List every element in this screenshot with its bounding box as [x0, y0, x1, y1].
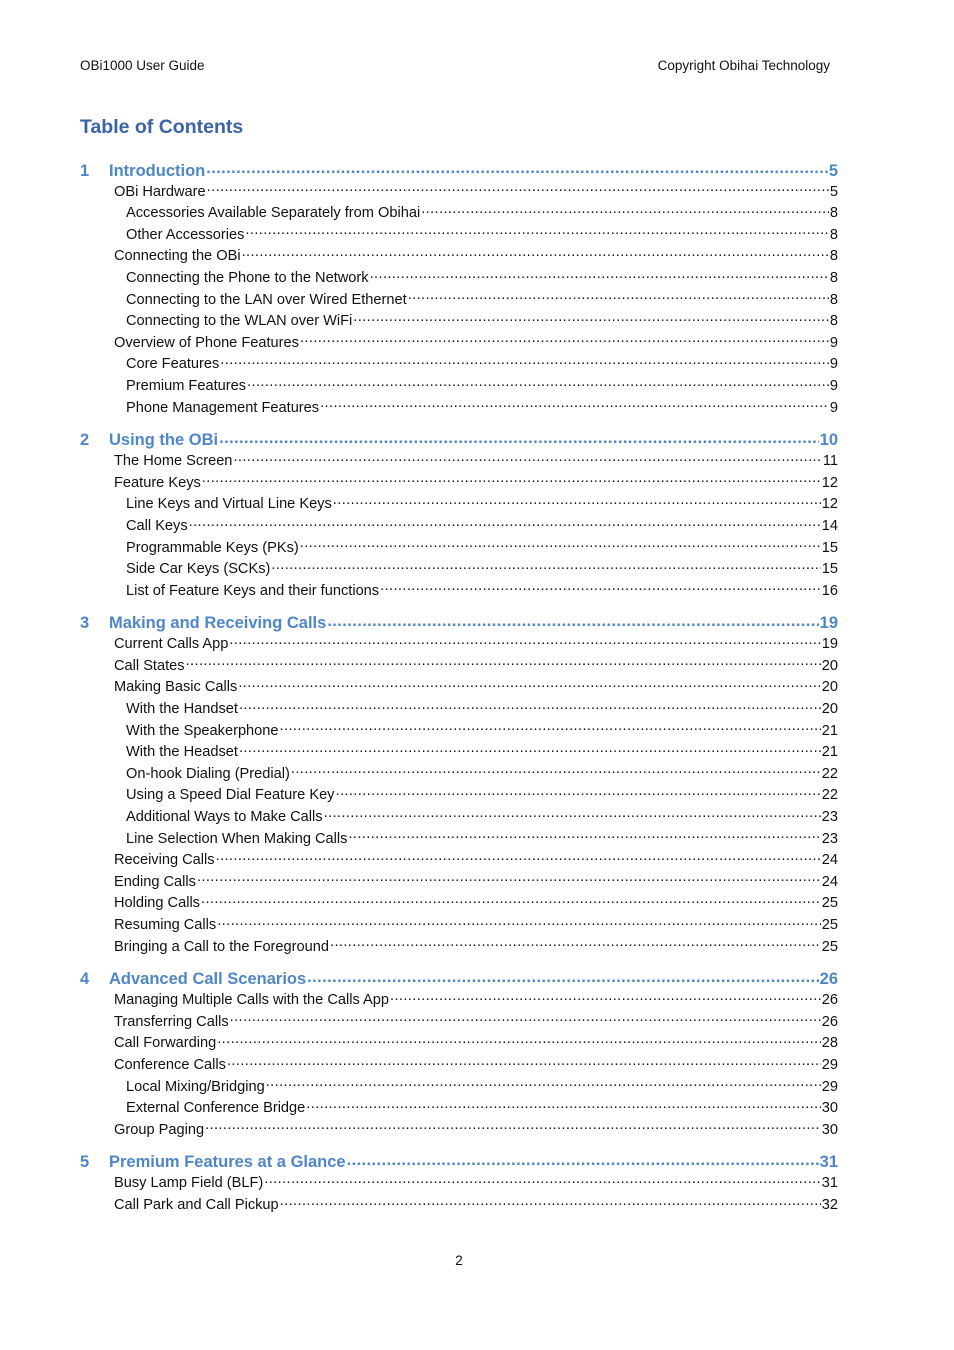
chapter-number: 2: [80, 431, 90, 450]
toc-entry[interactable]: [80, 515, 838, 537]
toc-entry-label: Holding Calls: [114, 895, 200, 912]
toc-entry[interactable]: [80, 677, 838, 699]
toc-entry[interactable]: [80, 893, 838, 915]
toc-entry[interactable]: [80, 1076, 838, 1098]
toc-entry[interactable]: [80, 634, 838, 656]
toc-page-number: 23: [821, 809, 838, 826]
toc-entry-label: Feature Keys: [114, 474, 201, 491]
toc-entry[interactable]: [80, 914, 838, 936]
toc-entry-label: Line Selection When Making Calls: [126, 830, 348, 847]
toc-page-number: 10: [819, 431, 838, 450]
toc-entry-label: Using a Speed Dial Feature Key: [126, 787, 335, 804]
toc-page-number: 19: [819, 614, 838, 633]
toc-entry-label: Call States: [114, 657, 185, 674]
dot-leader: [408, 289, 829, 304]
toc-page-number: 15: [821, 539, 838, 556]
dot-leader: [238, 677, 820, 692]
dot-leader: [291, 763, 821, 778]
toc-page-number: 9: [829, 399, 838, 416]
toc-page-number: 5: [829, 183, 838, 200]
dot-leader: [230, 1011, 821, 1026]
toc-page-number: 21: [821, 722, 838, 739]
toc-page-number: 30: [821, 1121, 838, 1138]
toc-entry[interactable]: [80, 720, 838, 742]
toc-entry-label: Advanced Call Scenarios: [109, 970, 307, 989]
toc-page-number: 22: [821, 787, 838, 804]
toc-chapter-entry[interactable]: [80, 968, 838, 990]
toc-chapter-entry[interactable]: [80, 1151, 838, 1173]
toc-entry-label: Connecting to the WLAN over WiFi: [126, 313, 353, 330]
dot-leader: [266, 1076, 821, 1091]
table-of-contents: [80, 159, 838, 1216]
toc-entry-label: Local Mixing/Bridging: [126, 1078, 265, 1095]
toc-entry[interactable]: [80, 397, 838, 419]
toc-page-number: 25: [821, 895, 838, 912]
toc-entry[interactable]: [80, 580, 838, 602]
toc-entry[interactable]: [80, 828, 838, 850]
toc-entry-label: Premium Features at a Glance: [109, 1153, 346, 1172]
toc-page-number: 24: [821, 852, 838, 869]
toc-page-number: 8: [829, 205, 838, 222]
dot-leader: [233, 451, 821, 466]
toc-entry[interactable]: [80, 559, 838, 581]
toc-page-number: 20: [821, 679, 838, 696]
toc-page-number: 12: [821, 474, 838, 491]
toc-entry[interactable]: [80, 763, 838, 785]
toc-entry-label: On-hook Dialing (Predial): [126, 765, 290, 782]
chapter-number: 3: [80, 614, 90, 633]
toc-entry[interactable]: [80, 806, 838, 828]
toc-entry-label: Call Park and Call Pickup: [114, 1196, 279, 1213]
toc-title: Table of Contents: [80, 116, 244, 138]
toc-page-number: 23: [821, 830, 838, 847]
toc-entry[interactable]: [80, 742, 838, 764]
toc-entry-label: Conference Calls: [114, 1056, 226, 1073]
toc-page-number: 15: [821, 561, 838, 578]
toc-chapter-entry[interactable]: [80, 612, 838, 634]
dot-leader: [229, 634, 820, 649]
toc-entry-label: Introduction: [109, 161, 206, 180]
toc-entry-label: Other Accessories: [126, 226, 245, 243]
toc-entry[interactable]: [80, 451, 838, 473]
toc-entry[interactable]: [80, 785, 838, 807]
toc-entry-label: Programmable Keys (PKs): [126, 539, 299, 556]
toc-entry-label: Call Keys: [126, 517, 188, 534]
toc-page-number: 21: [821, 744, 838, 761]
toc-page-number: 28: [821, 1035, 838, 1052]
toc-chapter-entry[interactable]: [80, 429, 838, 451]
dot-leader: [189, 515, 821, 530]
header-document-title: OBi1000 User Guide: [80, 58, 205, 73]
dot-leader: [201, 893, 821, 908]
dot-leader: [370, 267, 829, 282]
dot-leader: [320, 397, 829, 412]
toc-entry[interactable]: [80, 1173, 838, 1195]
toc-page-number: 26: [821, 1013, 838, 1030]
toc-page-number: 8: [829, 269, 838, 286]
dot-leader: [227, 1054, 821, 1069]
dot-leader: [300, 332, 829, 347]
toc-page-number: 20: [821, 657, 838, 674]
toc-page-number: 29: [821, 1078, 838, 1095]
toc-page-number: 5: [828, 161, 838, 180]
page-number: 2: [455, 1253, 463, 1268]
toc-entry-label: Side Car Keys (SCKs): [126, 561, 271, 578]
dot-leader: [197, 871, 821, 886]
dot-leader: [245, 224, 828, 239]
toc-entry-label: Line Keys and Virtual Line Keys: [126, 496, 332, 513]
dot-leader: [239, 698, 821, 713]
toc-page-number: 22: [821, 765, 838, 782]
dot-leader: [216, 850, 821, 865]
toc-page-number: 31: [821, 1175, 838, 1192]
dot-leader: [186, 655, 821, 670]
dot-leader: [380, 580, 821, 595]
chapter-number: 5: [80, 1153, 90, 1172]
toc-entry[interactable]: [80, 246, 838, 268]
toc-entry[interactable]: [80, 1033, 838, 1055]
dot-leader: [202, 472, 821, 487]
dot-leader: [242, 246, 829, 261]
dot-leader: [335, 785, 820, 800]
toc-entry[interactable]: [80, 1011, 838, 1033]
dot-leader: [217, 914, 821, 929]
toc-entry[interactable]: [80, 655, 838, 677]
toc-entry-label: OBi Hardware: [114, 183, 206, 200]
toc-entry[interactable]: [80, 698, 838, 720]
dot-leader: [307, 968, 818, 985]
toc-page-number: 9: [829, 377, 838, 394]
toc-entry[interactable]: [80, 311, 838, 333]
page-header: [80, 58, 830, 78]
toc-entry-label: Transferring Calls: [114, 1013, 229, 1030]
toc-page-number: 9: [829, 334, 838, 351]
dot-leader: [205, 1119, 821, 1134]
toc-entry-label: Making Basic Calls: [114, 679, 238, 696]
dot-leader: [306, 1098, 820, 1113]
toc-entry-label: With the Handset: [126, 701, 238, 718]
toc-entry-label: List of Feature Keys and their functions: [126, 582, 380, 599]
toc-entry[interactable]: [80, 990, 838, 1012]
toc-page-number: 8: [829, 248, 838, 265]
toc-entry[interactable]: [80, 850, 838, 872]
toc-entry-label: With the Speakerphone: [126, 722, 279, 739]
dot-leader: [219, 429, 819, 446]
toc-entry-label: Managing Multiple Calls with the Calls App: [114, 992, 389, 1009]
dot-leader: [421, 203, 829, 218]
toc-entry-label: External Conference Bridge: [126, 1100, 306, 1117]
toc-entry-label: Overview of Phone Features: [114, 334, 299, 351]
toc-entry[interactable]: [80, 537, 838, 559]
toc-page-number: 26: [821, 992, 838, 1009]
toc-entry-label: Ending Calls: [114, 873, 196, 890]
toc-entry[interactable]: [80, 494, 838, 516]
dot-leader: [217, 1033, 821, 1048]
chapter-number: 1: [80, 161, 90, 180]
dot-leader: [347, 1151, 819, 1168]
toc-entry[interactable]: [80, 289, 838, 311]
toc-entry-label: With the Headset: [126, 744, 238, 761]
dot-leader: [264, 1173, 821, 1188]
toc-page-number: 20: [821, 701, 838, 718]
dot-leader: [390, 990, 821, 1005]
dot-leader: [239, 742, 821, 757]
toc-chapter-entry[interactable]: [80, 159, 838, 181]
toc-entry-label: Busy Lamp Field (BLF): [114, 1175, 264, 1192]
toc-entry[interactable]: [80, 332, 838, 354]
toc-entry-label: Premium Features: [126, 377, 247, 394]
toc-entry[interactable]: [80, 203, 838, 225]
toc-page-number: 32: [821, 1196, 838, 1213]
toc-page-number: 8: [829, 291, 838, 308]
toc-page-number: 16: [821, 582, 838, 599]
toc-entry-label: Connecting the OBi: [114, 248, 241, 265]
toc-page-number: 26: [819, 970, 838, 989]
dot-leader: [348, 828, 820, 843]
page-footer: [0, 1253, 918, 1268]
toc-entry-label: Connecting to the LAN over Wired Ethernet: [126, 291, 407, 308]
toc-entry[interactable]: [80, 871, 838, 893]
toc-entry-label: Using the OBi: [109, 431, 219, 450]
toc-entry-label: Additional Ways to Make Calls: [126, 809, 323, 826]
toc-entry-label: Group Paging: [114, 1121, 205, 1138]
toc-page-number: 9: [829, 356, 838, 373]
toc-entry[interactable]: [80, 224, 838, 246]
dot-leader: [271, 559, 820, 574]
toc-page-number: 8: [829, 226, 838, 243]
toc-entry[interactable]: [80, 267, 838, 289]
dot-leader: [220, 354, 829, 369]
dot-leader: [206, 159, 828, 176]
toc-entry-label: Making and Receiving Calls: [109, 614, 327, 633]
toc-entry[interactable]: [80, 1098, 838, 1120]
toc-entry-label: Current Calls App: [114, 636, 229, 653]
toc-page-number: 31: [819, 1153, 838, 1172]
dot-leader: [353, 311, 829, 326]
toc-entry-label: The Home Screen: [114, 453, 233, 470]
header-copyright: Copyright Obihai Technology: [657, 58, 830, 73]
dot-leader: [207, 181, 829, 196]
toc-page-number: 14: [821, 517, 838, 534]
toc-entry-label: Receiving Calls: [114, 852, 215, 869]
toc-entry[interactable]: [80, 472, 838, 494]
toc-entry-label: Connecting the Phone to the Network: [126, 269, 369, 286]
toc-page-number: 25: [821, 917, 838, 933]
toc-page-number: 12: [821, 496, 838, 513]
toc-entry-label: Phone Management Features: [126, 399, 320, 416]
toc-entry-label: Resuming Calls: [114, 917, 217, 933]
toc-entry[interactable]: [80, 936, 838, 958]
dot-leader: [330, 936, 821, 951]
toc-entry[interactable]: [80, 375, 838, 397]
toc-entry[interactable]: [80, 181, 838, 203]
toc-page-number: 19: [821, 636, 838, 653]
toc-page-number: 25: [821, 938, 838, 955]
dot-leader: [247, 375, 829, 390]
toc-entry[interactable]: [80, 1194, 838, 1216]
toc-entry[interactable]: [80, 1054, 838, 1076]
dot-leader: [300, 537, 821, 552]
chapter-number: 4: [80, 970, 90, 989]
toc-entry[interactable]: [80, 1119, 838, 1141]
dot-leader: [324, 806, 821, 821]
dot-leader: [333, 494, 821, 509]
toc-page-number: 30: [821, 1100, 838, 1117]
toc-page-number: 24: [821, 873, 838, 890]
toc-entry-label: Core Features: [126, 356, 220, 373]
toc-entry-label: Accessories Available Separately from Obihai: [126, 205, 421, 222]
toc-page-number: 29: [821, 1056, 838, 1073]
dot-leader: [280, 1194, 821, 1209]
dot-leader: [280, 720, 821, 735]
toc-entry[interactable]: [80, 354, 838, 376]
toc-page-number: 11: [822, 453, 838, 470]
toc-page-number: 8: [829, 313, 838, 330]
dot-leader: [327, 612, 818, 629]
toc-entry-label: Call Forwarding: [114, 1035, 217, 1052]
toc-entry-label: Bringing a Call to the Foreground: [114, 938, 329, 955]
